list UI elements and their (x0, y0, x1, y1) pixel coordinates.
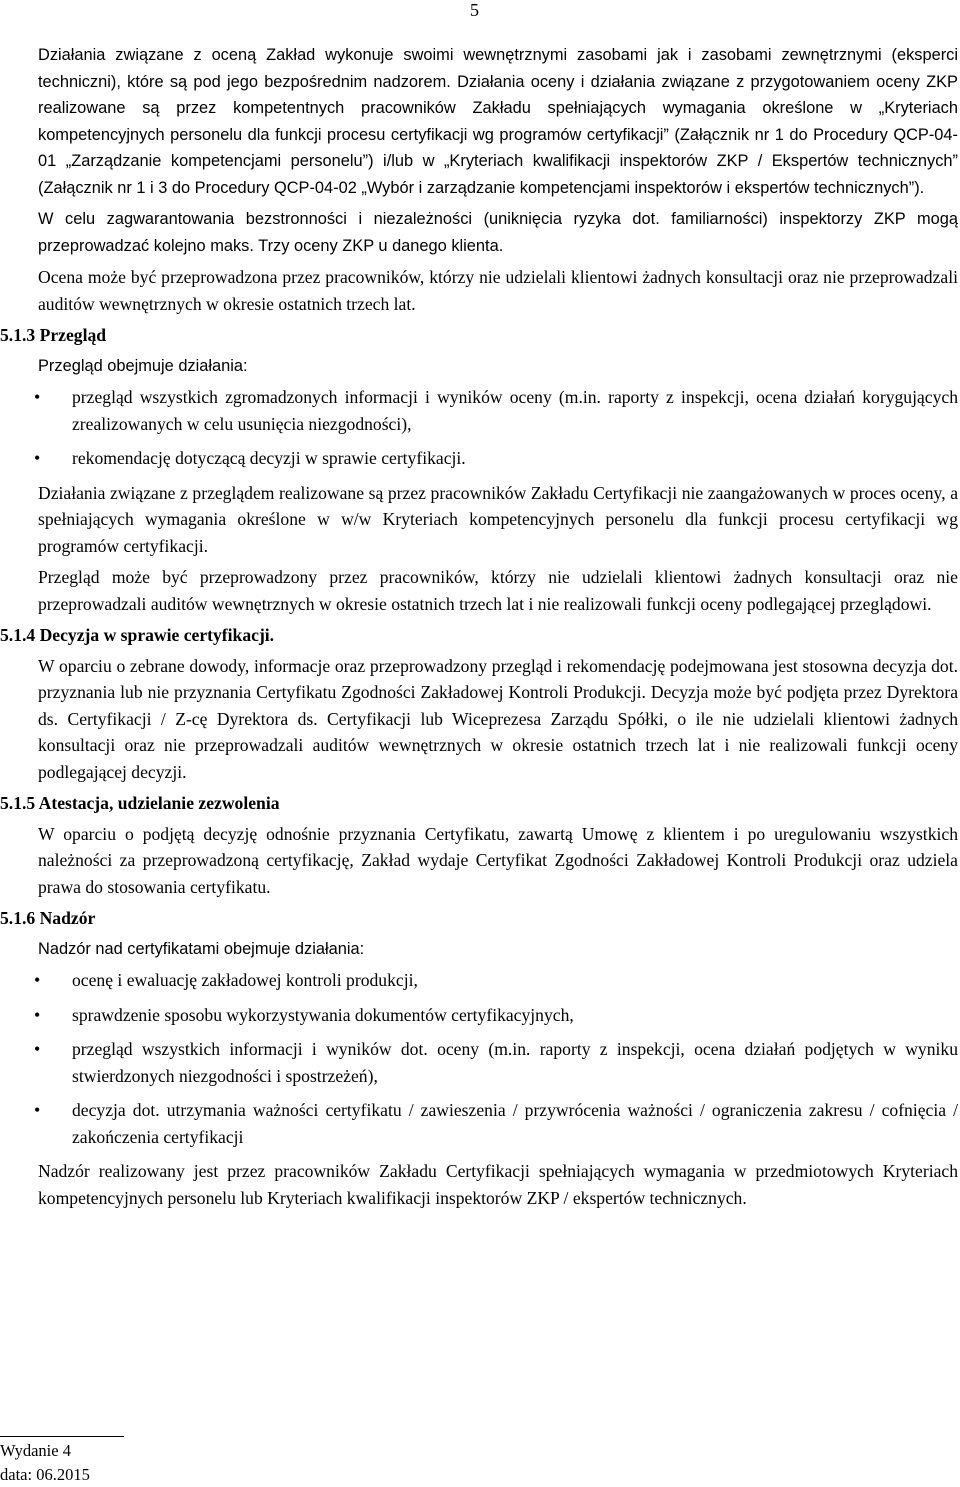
bullet-icon: • (34, 1039, 41, 1059)
paragraph-text: Działania związane z oceną Zakład wykonuje swoimi wewnętrznymi zasobami jak i zasobami zewnętrznymi (eksperci techniczni), które są pod jego bezpośrednim nadzorem. (38, 46, 958, 91)
section-heading-review (0, 322, 958, 349)
bullet-icon: • (34, 448, 41, 468)
list-item (34, 1036, 958, 1089)
decision-paragraph: W oparciu o zebrane dowody, informacje oraz przeprowadzony przegląd i rekomendację podejmowana jest stosowna decyzja dot. przyznania lub nie przyznania Certyfikatu Zgodności Zakładowej Kontroli Produkcji. Decyzja może być podjęta przez Dyrektora ds. Certyfikacji / Z-cę Dyrektora ds. Certyfikacji lub Wiceprezesa Zarządu Spółki, o ile nie udzielali klientowi żadnych konsultacji oraz nie przeprowadzali auditów wewnętrznych w okresie ostatnich trzech lat i nie realizowali funkcji oceny podlegającej decyzji. (38, 655, 958, 782)
list-item-text: przegląd wszystkich informacji i wyników dot. oceny (m.in. raporty z inspekcji, ocena działań podjętych w wyniku stwierdzonych niezgodności i spostrzeżeń), (72, 1039, 958, 1086)
section-title: Przegląd (39, 325, 107, 345)
list-item-text: decyzja dot. utrzymania ważności certyfikatu / zawieszenia / przywrócenia ważności / ograniczenia zakresu / cofnięcia / zakończenia certyfikacji (72, 1100, 958, 1147)
review-intro: Przegląd obejmuje działania: (38, 356, 248, 375)
section-heading-attestation (0, 790, 958, 817)
paragraph-impartiality: W celu zagwarantowania bezstronności i niezależności (uniknięcia ryzyka dot. familiarności) inspektorzy ZKP mogą przeprowadzać kolejno maks. Trzy oceny ZKP u danego klienta. (38, 210, 958, 255)
section-number: 5.1.4 (0, 625, 36, 645)
list-item-text: rekomendację dotyczącą decyzji w sprawie certyfikacji. (72, 448, 466, 468)
list-item (34, 1002, 958, 1029)
bullet-icon: • (34, 1004, 41, 1025)
surveillance-intro: Nadzór nad certyfikatami obejmuje działania: (38, 939, 365, 958)
section-heading-surveillance (0, 905, 958, 932)
footer (0, 1439, 90, 1487)
section-number: 5.1.6 (0, 908, 36, 928)
list-item-text: ocenę i ewaluację zakładowej kontroli produkcji, (72, 970, 418, 990)
review-list (34, 384, 958, 472)
paragraph-assessment-resources (38, 42, 958, 201)
footer-divider (0, 1436, 124, 1437)
surveillance-paragraph: Nadzór realizowany jest przez pracowników Zakładu Certyfikacji spełniających wymagania w przedmiotowych Kryteriach kompetencyjnych personelu lub Kryteriach kwalifikacji inspektorów ZKP / ekspertów technicznych. (38, 1161, 958, 1208)
list-item-text: sprawdzenie sposobu wykorzystywania dokumentów certyfikacyjnych, (72, 1004, 574, 1025)
review-paragraph-1: Działania związane z przeglądem realizowane są przez pracowników Zakładu Certyfikacji nie zaangażowanych w proces oceny, a spełniających wymagania określone w w/w Kryteriach kompetencyjnych personelu dla funkcji procesu certyfikacji wg programów certyfikacji. (38, 482, 958, 556)
section-title: Atestacja, udzielanie zezwolenia (38, 793, 280, 813)
list-item (34, 1097, 958, 1150)
list-item-text: przegląd wszystkich zgromadzonych informacji i wyników oceny (m.in. raporty z inspekcji, ocena działań korygujących zrealizowanych w celu usunięcia niezgodności), (72, 387, 958, 434)
footer-date: data: 06.2015 (0, 1465, 90, 1484)
bullet-icon: • (34, 1100, 41, 1120)
footer-edition: Wydanie 4 (0, 1441, 71, 1460)
document-body (0, 42, 958, 1216)
bullet-icon: • (34, 970, 41, 990)
review-paragraph-2: Przegląd może być przeprowadzony przez pracowników, którzy nie udzielali klientowi żadnych konsultacji oraz nie przeprowadzali auditów wewnętrznych w okresie ostatnich trzech lat i nie realizowali funkcji oceny podlegającej przeglądowi. (38, 567, 958, 614)
section-number: 5.1.3 (0, 325, 36, 345)
list-item (34, 967, 958, 994)
list-item (34, 384, 958, 437)
section-title: Nadzór (39, 908, 96, 928)
section-number: 5.1.5 (0, 793, 36, 813)
page-number: 5 (470, 0, 479, 20)
paragraph-text: Działania oceny i działania związane z przygotowaniem oceny ZKP realizowane są przez kompetentnych pracowników Zakładu spełniających wymagania określone w „Kryteriach kompetencyjnych personelu dla funkcji procesu certyfikacji wg programów certyfikacji” (Załącznik nr 1 do Procedury QCP-04-01 „Zarządzanie kompetencjami personelu”) i/lub w „Kryteriach kwalifikacji inspektorów ZKP / Ekspertów technicznych” (Załącznik nr 1 i 3 do Procedury QCP-04-02 „Wybór i zarządzanie kompetencjami inspektorów i ekspertów technicznych”). (38, 72, 958, 197)
attestation-paragraph: W oparciu o podjętą decyzję odnośnie przyznania Certyfikatu, zawartą Umowę z klientem i po uregulowaniu wszystkich należności za przeprowadzoną certyfikację, Zakład wydaje Certyfikat Zgodności Zakładowej Kontroli Produkcji oraz udziela prawa do stosowania certyfikatu. (38, 823, 958, 897)
paragraph-assessment-conditions: Ocena może być przeprowadzona przez pracowników, którzy nie udzielali klientowi żadnych konsultacji oraz nie przeprowadzali auditów wewnętrznych w okresie ostatnich trzech lat. (38, 267, 958, 314)
list-item (34, 445, 958, 472)
section-heading-decision (0, 622, 958, 649)
bullet-icon: • (34, 387, 41, 407)
surveillance-list (34, 967, 958, 1150)
section-title: Decyzja w sprawie certyfikacji. (39, 625, 275, 645)
